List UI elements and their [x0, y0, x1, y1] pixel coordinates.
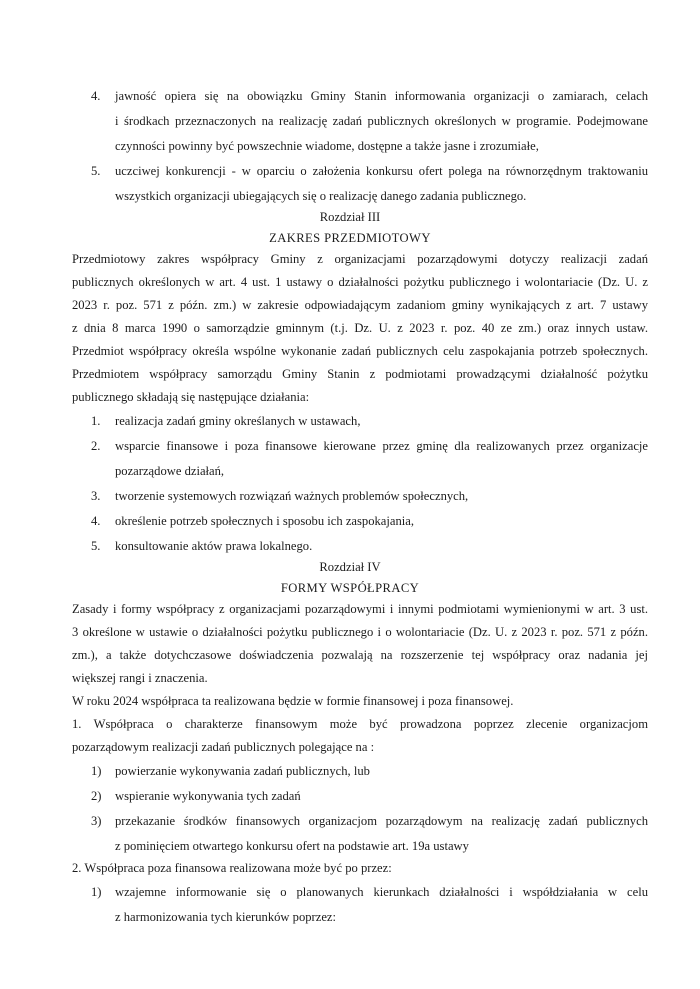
list-item: określenie potrzeb społecznych i sposobu ich zaspokajania,	[115, 514, 415, 528]
list-item: powierzanie wykonywania zadań publicznych, lub	[115, 764, 370, 778]
list-number: 5.	[91, 539, 101, 553]
paragraph-line: Zasady i formy współpracy z organizacjami pozarządowymi i innymi podmiotami wymienionymi w art. 3 ust.	[72, 602, 648, 616]
chapter-title: FORMY WSPÓŁPRACY	[280, 581, 420, 595]
paragraph-line: publicznych określonych w art. 4 ust. 1 ustawy o działalności pożytku publicznego i wolontariacie (Dz. U. z	[72, 275, 648, 289]
list-number: 1.	[91, 414, 101, 428]
paragraph-line: W roku 2024 współpraca ta realizowana będzie w formie finansowej i poza finansowej.	[72, 694, 514, 708]
paragraph-line: wszystkich organizacji ubiegających się o realizację danego zadania publicznego.	[115, 189, 527, 203]
paragraph-line: 2. Współpraca poza finansowa realizowana może być po przez:	[72, 861, 392, 875]
paragraph-line: pozarządowym realizacji zadań publicznych polegające na :	[72, 740, 375, 754]
paragraph-line: Przedmiotowy zakres współpracy Gminy z organizacjami pozarządowymi dotyczy realizacji zadań	[72, 252, 648, 266]
paragraph-line: Przedmiotem współpracy samorządu Gminy Stanin z podmiotami prowadzącymi działalność pożytku	[72, 367, 648, 381]
list-number: 1)	[91, 885, 102, 899]
paragraph-line: większej rangi i znaczenia.	[72, 671, 208, 685]
paragraph-line: zm.), a także dotychczasowe doświadczenia pozwalają na rozszerzenie tej współpracy oraz nadania jej	[72, 648, 648, 662]
chapter-label: Rozdział IV	[319, 560, 381, 574]
list-item: z harmonizowania tych kierunków poprzez:	[115, 910, 337, 924]
list-item: wsparcie finansowe i poza finansowe kierowane przez gminę dla realizowanych przez organizacje	[115, 439, 648, 453]
list-number: 4.	[91, 89, 101, 103]
paragraph-line: uczciwej konkurencji - w oparciu o założenia konkursu ofert polega na równorzędnym traktowaniu	[115, 164, 648, 178]
paragraph-line: czynności powinny być powszechnie wiadome, dostępne a także jasne i zrozumiałe,	[115, 139, 539, 153]
list-item: realizacja zadań gminy określanych w ustawach,	[115, 414, 361, 428]
list-item: z pominięciem otwartego konkursu ofert na podstawie art. 19a ustawy	[115, 839, 469, 853]
list-item: wspieranie wykonywania tych zadań	[115, 789, 301, 803]
paragraph-line: 3 określone w ustawie o działalności pożytku publicznego i o wolontariacie (Dz. U. z 2023 r. poz. 571 z późn.	[72, 625, 648, 639]
list-item: konsultowanie aktów prawa lokalnego.	[115, 539, 313, 553]
paragraph-line: jawność opiera się na obowiązku Gminy Stanin informowania organizacji o zamiarach, celach	[115, 89, 648, 103]
paragraph-line: i środkach przeznaczonych na realizację zadań publicznych określonych w programie. Podejmowane	[115, 114, 648, 128]
list-item: tworzenie systemowych rozwiązań ważnych problemów społecznych,	[115, 489, 469, 503]
list-number: 2.	[91, 439, 101, 453]
chapter-title: ZAKRES PRZEDMIOTOWY	[269, 231, 431, 245]
paragraph-line: 1. Współpraca o charakterze finansowym może być prowadzona poprzez zlecenie organizacjom	[72, 717, 648, 731]
list-number: 2)	[91, 789, 102, 803]
list-item: wzajemne informowanie się o planowanych kierunkach działalności i współdziałania w celu	[115, 885, 648, 899]
list-number: 4.	[91, 514, 101, 528]
list-number: 3.	[91, 489, 101, 503]
chapter-label: Rozdział III	[319, 210, 381, 224]
paragraph-line: publicznego składają się następujące działania:	[72, 390, 310, 404]
list-item: przekazanie środków finansowych organizacjom pozarządowym na realizację zadań publicznych	[115, 814, 648, 828]
paragraph-line: Przedmiot współpracy określa wspólne wykonanie zadań publicznych celu zaspokajania potrzeb społecznych.	[72, 344, 648, 358]
list-number: 5.	[91, 164, 101, 178]
list-number: 1)	[91, 764, 102, 778]
paragraph-line: 2023 r. poz. 571 z późn. zm.) w zakresie odpowiadającym zadaniom gminy wynikających z art. 7 ustawy	[72, 298, 648, 312]
paragraph-line: z dnia 8 marca 1990 o samorządzie gminnym (t.j. Dz. U. z 2023 r. poz. 40 ze zm.) oraz innych ustaw.	[72, 321, 648, 335]
list-item: pozarządowe działań,	[115, 464, 225, 478]
list-number: 3)	[91, 814, 102, 828]
